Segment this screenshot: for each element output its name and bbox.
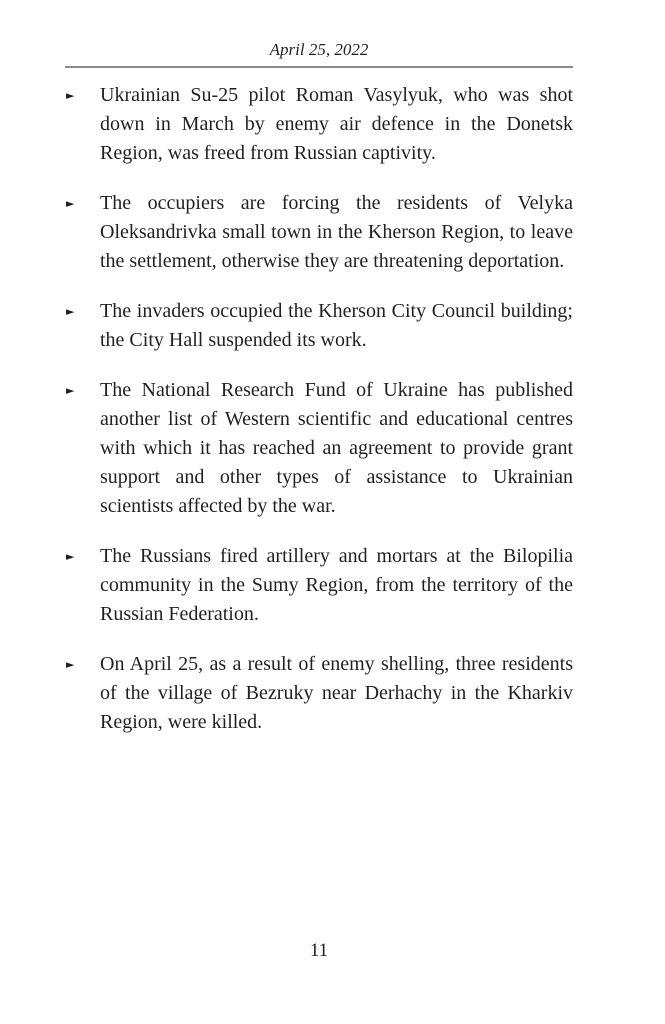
bullet-text: Ukrainian Su-25 pilot Roman Vasylyuk, who was shot down in March by enemy air defence in the Donetsk Region, was freed from Russian captivity.: [100, 84, 573, 164]
page-number: 11: [309, 940, 329, 961]
bullet-text: The occupiers are forcing the residents of Velyka Oleksandrivka small town in the Kherson Region, to leave the settlement, otherwise they are threatening deportation.: [100, 192, 573, 272]
bullet-list: [65, 81, 573, 737]
bullet-text: On April 25, as a result of enemy shelling, three residents of the village of Bezruky near Derhachy in the Kharkiv Region, were killed.: [100, 653, 573, 733]
list-item: [65, 542, 573, 629]
bullet-triangle-icon: ►: [66, 197, 75, 210]
bullet-triangle-icon: ►: [66, 305, 75, 318]
header-rule: [65, 66, 573, 68]
bullet-text: The invaders occupied the Kherson City Council building; the City Hall suspended its work.: [100, 300, 573, 351]
bullet-text: The Russians fired artillery and mortars at the Bilopilia community in the Sumy Region, from the territory of the Russian Federation.: [100, 545, 573, 625]
page-header-date: April 25, 2022: [269, 40, 369, 59]
bullet-triangle-icon: ►: [66, 658, 75, 671]
list-item: [65, 189, 573, 276]
list-item: [65, 376, 573, 521]
list-item: [65, 297, 573, 355]
bullet-text: The National Research Fund of Ukraine has published another list of Western scientific and educational centres with which it has reached an agreement to provide grant support and other types of assistance to Ukrainian scientists affected by the war.: [100, 379, 573, 517]
bullet-triangle-icon: ►: [66, 550, 75, 563]
list-item: [65, 650, 573, 737]
bullet-triangle-icon: ►: [66, 89, 75, 102]
bullet-triangle-icon: ►: [66, 384, 75, 397]
list-item: [65, 81, 573, 168]
